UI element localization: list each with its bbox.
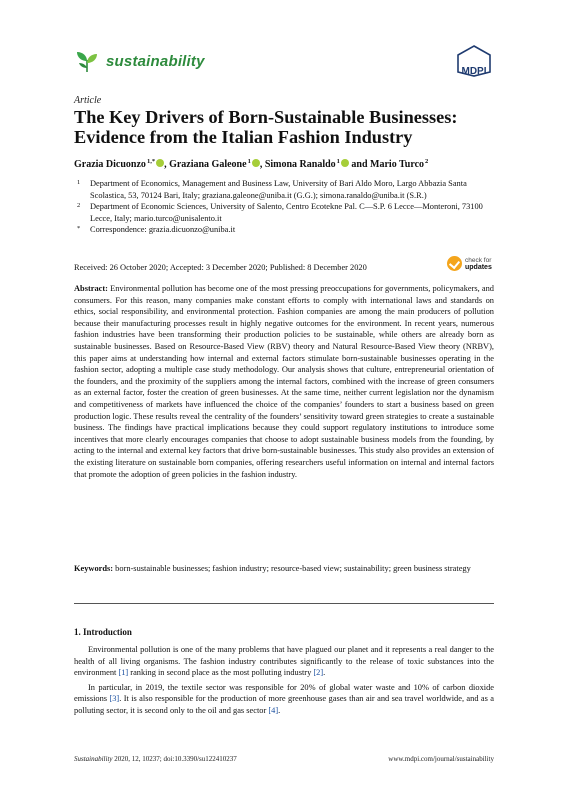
journal-logo[interactable] [74, 48, 205, 74]
body-text-run: . [323, 668, 326, 678]
affiliation-mark: 1 [77, 179, 81, 186]
author-affil-mark: 1 [247, 158, 251, 165]
affiliation-mark: 2 [77, 202, 81, 210]
journal-name: sustainability [106, 52, 205, 70]
publisher-name: MDPI [461, 66, 487, 77]
author-list [74, 158, 504, 170]
author-affil-mark: 1,* [146, 158, 156, 165]
author-joiner: and [348, 159, 371, 170]
keywords [74, 563, 494, 575]
citation-link[interactable]: [2] [313, 668, 324, 678]
orcid-icon[interactable] [156, 159, 164, 167]
affiliation-item [74, 178, 504, 201]
body-text-run: ranking in second place as the most polluting industry [128, 668, 314, 678]
affiliation-item [74, 224, 504, 236]
correspondence-text: Correspondence: grazia.dicuonzo@uniba.it [90, 225, 236, 235]
body-paragraph [74, 644, 494, 679]
article-type: Article [74, 95, 102, 106]
footer-url[interactable]: www.mdpi.com/journal/sustainability [388, 755, 494, 763]
author-joiner: , [164, 159, 170, 170]
affiliation-item [74, 201, 504, 224]
footer-citation [74, 755, 237, 763]
affiliations [74, 178, 504, 236]
author-name[interactable]: Mario Turco [370, 159, 425, 170]
body-text-run: Environmental pollution is one of the many problems that have plagued our planet and it represents a real danger to the health of all living organisms. The fashion industry contributes significantly to the release of toxic substances into the environment [74, 645, 494, 678]
check-for-updates-badge[interactable] [447, 256, 492, 271]
publication-dates: Received: 26 October 2020; Accepted: 3 December 2020; Published: 8 December 2020 [74, 263, 367, 272]
footer-journal: Sustainability [74, 755, 113, 763]
body-paragraph [74, 682, 494, 717]
body-text-run: In particular, in 2019, the textile sector was responsible for 20% of global water waste and 10% of carbon dioxide emissions [74, 682, 494, 704]
body-text-run: . [278, 705, 281, 715]
citation-link[interactable]: [4] [268, 705, 279, 715]
abstract-label: Abstract: [74, 284, 108, 293]
keywords-text: born-sustainable businesses; fashion industry; resource-based view; sustainability; green business strategy [115, 564, 471, 573]
abstract-text: Environmental pollution has become one of the most pressing preoccupations for governments, policymakers, and consumers. For this reason, many companies make constant efforts to comply with international laws and standards on ethics, social responsibility, and environmental protection. Fashion companies are among the main producers of pollution because their manufacturing processes result in highly negative outcomes for the environment. In recent years, numerous fashion industries have been transforming their production policies to be sustainable, while others are already born as sustainable businesses. Based on Resource-Based View (RBV) theory and Natural Resource-Based View theory (NRBV), this paper aims at understanding how internal and external factors stimulate born-sustainable businesses operating in the fashion sector, adopting a multiple case study methodology. Our analysis shows that culture, entrepreneurial orientation of the founders, and the proximity of the suppliers among the internal factors, combined with the increase of green consumers as an external factor, foster the creation of green businesses. At the same time, neither current legislation nor the dynamism and competitiveness of markets have influenced the choice of the companies’ founders to start a business based on green production logic. These results reveal the centrality of the founders’ sensitivity toward green strategies to create a sustainable business. The findings have practical implications because they could support regulatory institutions to introduce some incentives that more clearly encourages companies that choose to adopt sustainable business models from the founding, by acting to the internal and external key factors that drive born-sustainable businesses. This study also provides an extension of the existing literature on sustainable born companies, offering researchers useful information on internal and internal factors that promote the adoption of green policies in the fashion industry. [74, 284, 494, 479]
author-name[interactable]: Graziana Galeone [169, 159, 247, 170]
author-name[interactable]: Simona Ranaldo [264, 159, 336, 170]
check-updates-line1: check for [465, 256, 492, 264]
affiliation-text: Department of Economic Sciences, University of Salento, Centro Ecotekne Pal. C—S.P. 6 Lecce—Monteroni, 73100 Lecce, Italy; mario.turco@unisalento.it [90, 202, 483, 223]
check-updates-icon [447, 256, 462, 271]
introduction-body [74, 644, 494, 720]
orcid-icon[interactable] [341, 159, 349, 167]
author-affil-mark: 2 [425, 158, 429, 165]
section-heading: 1. Introduction [74, 627, 132, 637]
author-name[interactable]: Grazia Dicuonzo [74, 159, 146, 170]
body-text-run: . It is also responsible for the production of more greenhouse gases than air and sea travel worldwide, and as a polluting sector, it is second only to the oil and gas sector [74, 694, 494, 715]
check-updates-line2: updates [465, 263, 492, 271]
keywords-label: Keywords: [74, 564, 114, 573]
author-joiner: , [259, 159, 265, 170]
abstract [74, 283, 494, 480]
article-title: The Key Drivers of Born-Sustainable Businesses: Evidence from the Italian Fashion Industry [74, 107, 458, 147]
footer-citation-text: 2020, 12, 10237; doi:10.3390/su122410237 [112, 755, 237, 763]
author-affil-mark: 1 [336, 158, 340, 165]
orcid-icon[interactable] [252, 159, 260, 167]
leaf-sprout-icon [74, 48, 100, 74]
affiliation-mark: * [77, 225, 81, 233]
citation-link[interactable]: [3] [109, 694, 120, 704]
section-divider [74, 603, 494, 604]
citation-link[interactable]: [1] [118, 668, 129, 678]
affiliation-text: Department of Economics, Management and Business Law, University of Bari Aldo Moro, Largo Abbazia Santa Scolastica, 53, 70124 Bari, Italy; graziana.galeone@uniba.it (G.G.); simona.ranaldo@uniba.it (S.R.) [90, 179, 467, 200]
